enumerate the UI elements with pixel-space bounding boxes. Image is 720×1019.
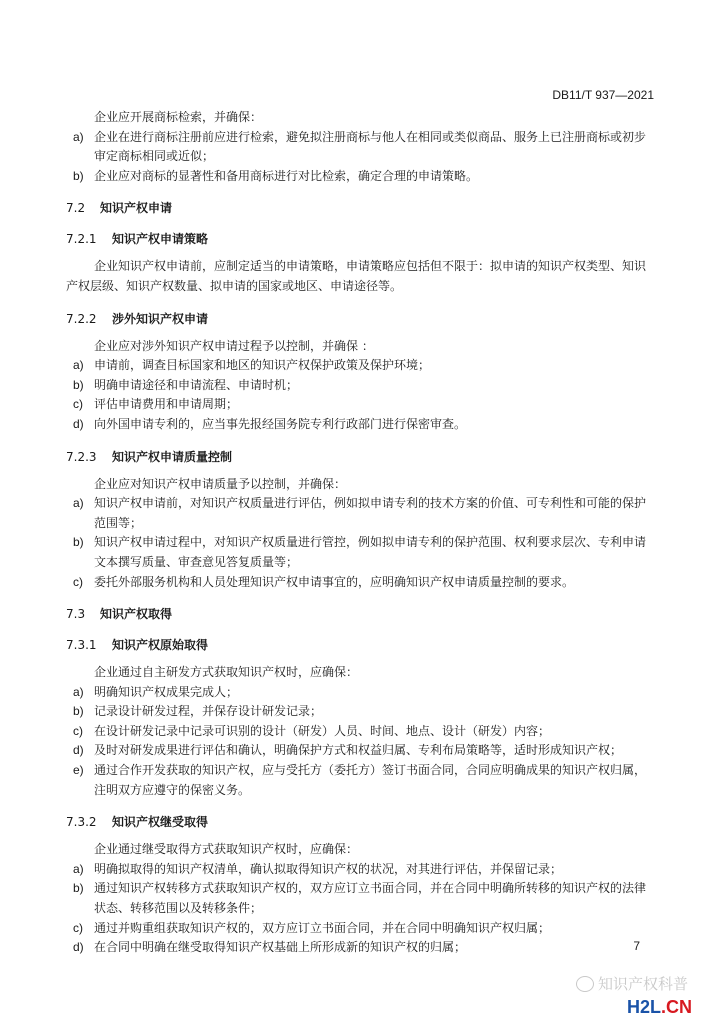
document-code: DB11/T 937—2021 <box>552 88 654 102</box>
list-item: b) 企业应对商标的显著性和备用商标进行对比检索，确定合理的申请策略。 <box>73 168 479 183</box>
subsection-heading: 7.2.1 知识产权申请策略 <box>66 232 209 247</box>
section-heading: 7.3 知识产权取得 <box>66 607 173 622</box>
list-item: a) 申请前，调查目标国家和地区的知识产权保护政策及保护环境； <box>73 358 431 373</box>
list-item: c) 委托外部服务机构和人员处理知识产权申请事宜的，应明确知识产权申请质量控制的要求。 <box>73 574 575 589</box>
list-item: a) 明确知识产权成果完成人； <box>73 684 239 699</box>
list-item: b) 通过知识产权转移方式获取知识产权的，双方应订立书面合同，并在合同中明确所转移的知识产权的法律状态、转移范围以及转移条件； <box>73 881 647 916</box>
list-item: b) 知识产权申请过程中，对知识产权质量进行管控，例如拟申请专利的保护范围、权利要求层次、专利申请文本撰写质量、审查意见答复质量等； <box>73 535 647 569</box>
page-content <box>66 108 656 958</box>
list-item: a) 企业在进行商标注册前应进行检索，避免拟注册商标与他人在相同或类似商品、服务上已注册商标或初步审定商标相同或近似； <box>73 129 647 164</box>
wechat-watermark <box>576 973 688 994</box>
paragraph: 企业知识产权申请前，应制定适当的申请策略，申请策略应包括但不限于：拟申请的知识产权类型、知识产权层级、知识产权数量、拟申请的国家或地区、申请途径等。 <box>66 259 647 293</box>
site-logo: H2L.CN <box>627 997 693 1017</box>
list-item: c) 通过并购重组获取知识产权的，双方应订立书面合同，并在合同中明确知识产权归属； <box>73 920 551 935</box>
subsection-heading: 7.3.1 知识产权原始取得 <box>66 638 209 653</box>
wechat-icon <box>576 976 594 992</box>
paragraph: 企业通过自主研发方式获取知识产权时，应确保： <box>94 665 359 680</box>
paragraph: 企业应对涉外知识产权申请过程予以控制，并确保 ： <box>94 338 374 353</box>
list-item: d) 在合同中明确在继受取得知识产权基础上所形成新的知识产权的归属； <box>73 940 467 955</box>
list-item: c) 评估申请费用和申请周期； <box>73 397 239 412</box>
subsection-heading: 7.2.2 涉外知识产权申请 <box>66 311 209 326</box>
list-item: a) 知识产权申请前，对知识产权质量进行评估，例如拟申请专利的技术方案的价值、可专利性和可能的保护范围等； <box>73 496 647 530</box>
watermark-text: 知识产权科普 <box>598 975 689 993</box>
list-item: e) 通过合作开发获取的知识产权，应与受托方（委托方）签订书面合同，合同应明确成果的知识产权归属，注明双方应遵守的保密义务。 <box>73 763 647 797</box>
section-heading: 7.2 知识产权申请 <box>66 201 173 216</box>
page-number: 7 <box>633 939 640 953</box>
paragraph: 企业通过继受取得方式获取知识产权时，应确保： <box>94 842 359 857</box>
list-item: d) 向外国申请专利的，应当事先报经国务院专利行政部门进行保密审查。 <box>73 416 467 431</box>
list-item: b) 记录设计研发过程，并保存设计研发记录； <box>73 704 323 719</box>
list-item: d) 及时对研发成果进行评估和确认，明确保护方式和权益归属、专利布局策略等，适时形成知识产权； <box>73 743 623 758</box>
paragraph: 企业应对知识产权申请质量予以控制，并确保： <box>94 476 347 491</box>
subsection-heading: 7.3.2 知识产权继受取得 <box>66 815 209 830</box>
list-item: a) 明确拟取得的知识产权清单，确认拟取得知识产权的状况，对其进行评估，并保留记录； <box>73 861 563 876</box>
list-item: b) 明确申请途径和申请流程、申请时机； <box>73 377 299 392</box>
list-item: c) 在设计研发记录中记录可识别的设计（研发）人员、时间、地点、设计（研发）内容； <box>73 723 551 738</box>
paragraph: 企业应开展商标检索，并确保： <box>94 110 263 124</box>
subsection-heading: 7.2.3 知识产权申请质量控制 <box>66 449 233 464</box>
